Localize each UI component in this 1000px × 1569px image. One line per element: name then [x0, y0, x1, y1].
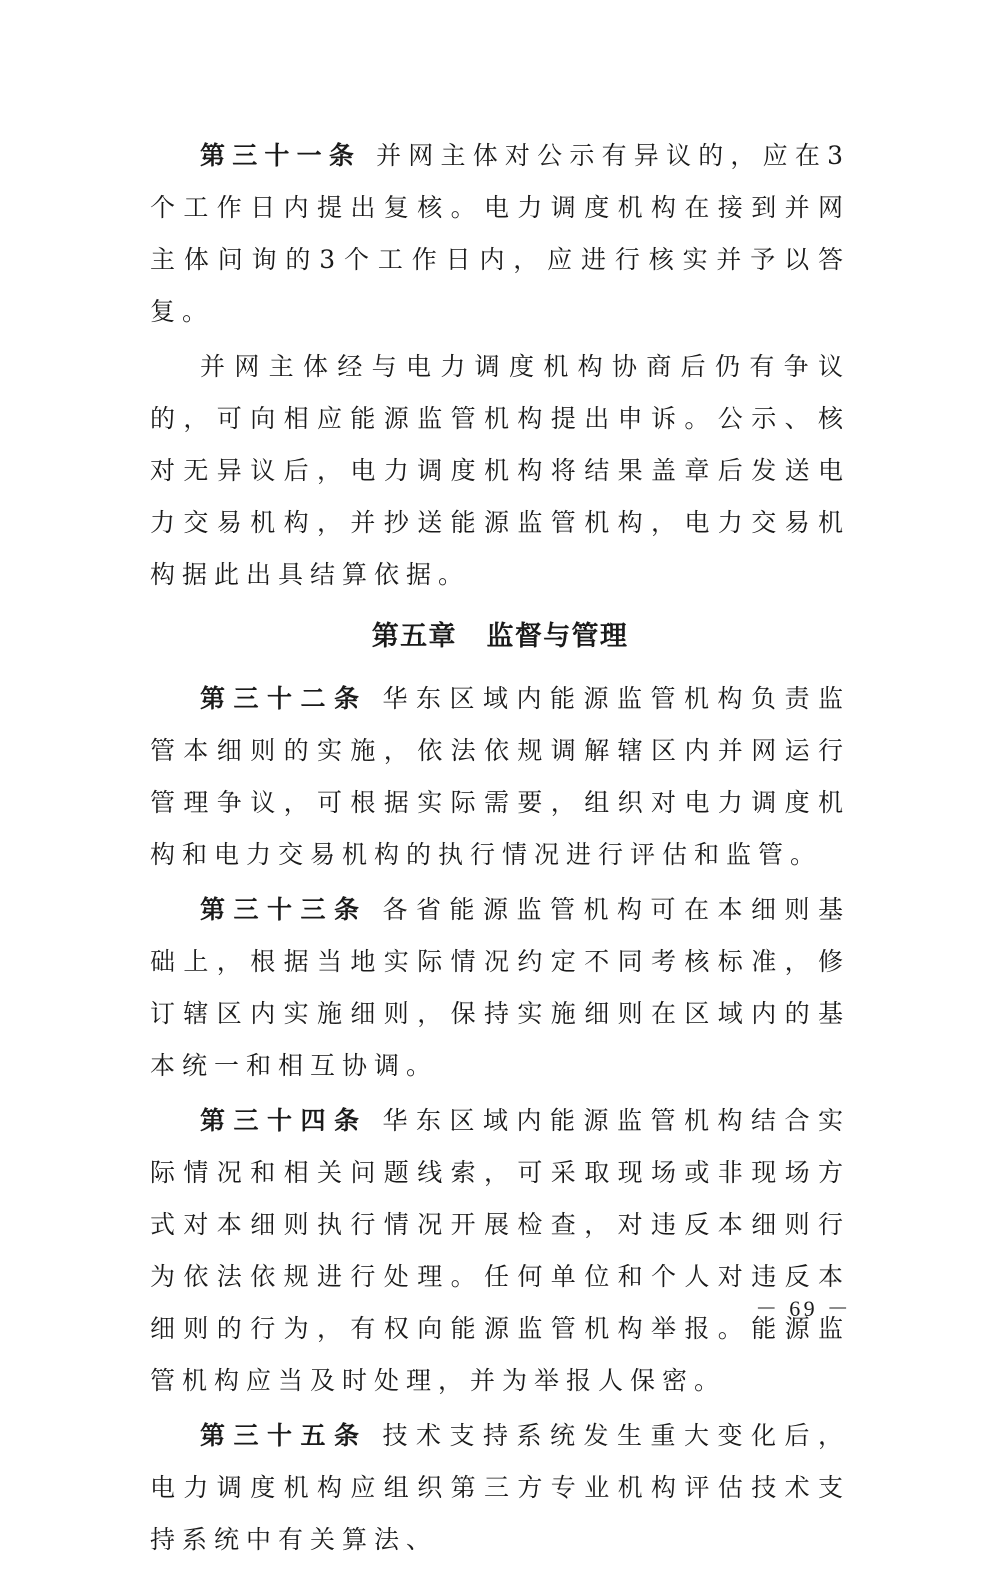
article-number: 第三十三条: [200, 895, 368, 924]
article-34: [150, 1095, 850, 1407]
article-number: 第三十四条: [200, 1106, 368, 1135]
document-body: [150, 130, 850, 1569]
page-number: － 69 －: [755, 1296, 852, 1321]
chapter-number: 第五章: [371, 621, 457, 652]
article-32: [150, 673, 850, 881]
article-text: 技术支持系统发生重大变化后，电力调度机构应组织第三方专业机构评估技术支持系统中有关算法、: [150, 1421, 850, 1554]
article-text: 华东区域内能源监管机构结合实际情况和相关问题线索，可采取现场或非现场方式对本细则执行情况开展检查，对违反本细则行为依法依规进行处理。任何单位和个人对违反本细则的行为，有权向能源监管机构举报。能源监管机构应当及时处理，并为举报人保密。: [150, 1106, 850, 1395]
article-text: 各省能源监管机构可在本细则基础上，根据当地实际情况约定不同考核标准，修订辖区内实施细则，保持实施细则在区域内的基本统一和相互协调。: [150, 895, 850, 1080]
chapter-heading: [150, 607, 850, 667]
article-text: 华东区域内能源监管机构负责监管本细则的实施，依法依规调解辖区内并网运行管理争议，可根据实际需要，组织对电力调度机构和电力交易机构的执行情况进行评估和监管。: [150, 684, 850, 869]
paragraph-text: 并网主体经与电力调度机构协商后仍有争议的，可向相应能源监管机构提出申诉。公示、核对无异议后，电力调度机构将结果盖章后发送电力交易机构，并抄送能源监管机构，电力交易机构据此出具结算依据。: [150, 352, 850, 589]
article-number: 第三十二条: [200, 684, 368, 713]
article-number: 第三十五条: [200, 1421, 368, 1450]
article-31: [150, 130, 850, 338]
article-text: 并网主体对公示有异议的，应在3个工作日内提出复核。电力调度机构在接到并网主体问询的3个工作日内，应进行核实并予以答复。: [150, 141, 850, 326]
article-number: 第三十一条: [200, 141, 362, 170]
article-35: [150, 1410, 850, 1566]
paragraph: [150, 341, 850, 601]
chapter-title: 监督与管理: [486, 621, 629, 652]
article-33: [150, 884, 850, 1092]
